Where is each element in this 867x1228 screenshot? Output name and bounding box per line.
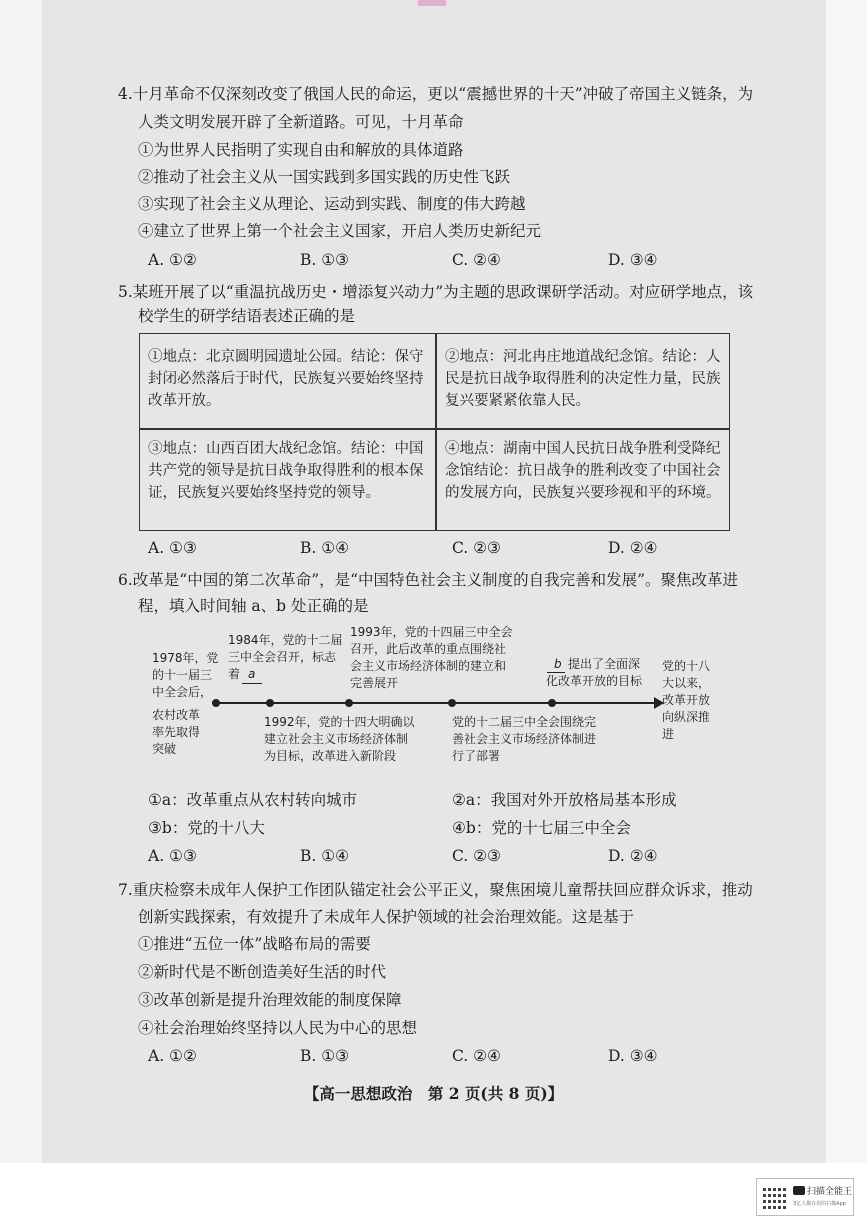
q7-statement-2: ②新时代是不断创造美好生活的时代 xyxy=(138,963,387,981)
q5-stem-line1: 5.某班开展了以“重温抗战历史・增添复兴动力”为主题的思政课研学活动。对应研学地点，该 xyxy=(118,283,754,301)
tl-1992-line2: 建立社会主义市场经济体制 xyxy=(264,732,409,746)
q4-option-d[interactable]: D. ③④ xyxy=(608,251,658,269)
tl-12th-line2: 善社会主义市场经济体制进 xyxy=(452,732,597,746)
q4-stem-line2: 人类文明发展开辟了全新道路。可见，十月革命 xyxy=(138,113,464,131)
q7-option-c[interactable]: C. ②④ xyxy=(452,1047,501,1065)
q7-stem-line1: 7.重庆检察未成年人保护工作团队锚定社会公平正义，聚焦困境儿童帮扶回应群众诉求，推动 xyxy=(118,881,753,899)
tl-1978-line1: 1978年，党 xyxy=(152,651,219,665)
q5-cell-4: ④地点：湖南中国人民抗日战争胜利受降纪念馆结论：抗日战争的胜利改变了中国社会的发展方向，民族复兴要珍视和平的环境。 xyxy=(445,441,721,501)
tl-1978-line3: 中全会后， xyxy=(152,685,213,699)
q5-option-a[interactable]: A. ①③ xyxy=(148,539,197,557)
q5-stem-line2: 校学生的研学结语表述正确的是 xyxy=(138,307,356,325)
page-footer: 【高一思想政治 第 2 页(共 8 页)】 xyxy=(303,1084,564,1103)
tl-1993-line2: 召开，此后改革的重点围绕社 xyxy=(350,642,507,656)
tl-1978-line6: 突破 xyxy=(152,742,177,756)
tl-blank-b: b xyxy=(554,657,562,671)
q6-option-d[interactable]: D. ②④ xyxy=(608,847,658,865)
badge-title: 扫描全能王 xyxy=(807,1187,853,1197)
q6-statement-3: ③b：党的十八大 xyxy=(148,819,265,837)
scan-top-mark xyxy=(418,0,446,6)
tl-b-line2: 化改革开放的目标 xyxy=(546,674,643,688)
q5-cell-2: ②地点：河北冉庄地道战纪念馆。结论：人民是抗日战争取得胜利的决定性力量，民族复兴要紧紧依靠人民。 xyxy=(445,349,721,409)
timeline-axis xyxy=(212,702,656,704)
scan-right-margin xyxy=(826,0,867,1163)
tl-18-line1: 党的十八 xyxy=(662,659,711,673)
q4-stem-line1: 4.十月革命不仅深刻改变了俄国人民的命运，更以“震撼世界的十天”冲破了帝国主义链条，为 xyxy=(118,85,754,103)
q7-option-b[interactable]: B. ①③ xyxy=(300,1047,350,1065)
q6-option-a[interactable]: A. ①③ xyxy=(148,847,197,865)
tl-1978-line5: 率先取得 xyxy=(152,725,201,739)
table-divider-vertical xyxy=(435,334,437,530)
q6-stem-line1: 6.改革是“中国的第二次革命”，是“中国特色社会主义制度的自我完善和发展”。聚焦改革进 xyxy=(118,571,738,589)
tl-1984-line2: 三中全会召开，标志 xyxy=(228,650,337,664)
tl-1993-line3: 会主义市场经济体制的建立和 xyxy=(350,659,507,673)
tl-1993-line1: 1993年，党的十四届三中全会 xyxy=(350,625,513,639)
tl-1984-line3: 着 xyxy=(228,667,241,681)
q7-stem-line2: 创新实践探索，有效提升了未成年人保护领域的社会治理效能。这是基于 xyxy=(138,908,635,926)
q5-table xyxy=(139,333,730,531)
q7-statement-3: ③改革创新是提升治理效能的制度保障 xyxy=(138,991,402,1009)
timeline-node-1993 xyxy=(345,699,353,707)
tl-18-line5: 进 xyxy=(662,727,675,741)
q7-option-d[interactable]: D. ③④ xyxy=(608,1047,658,1065)
tl-18-line4: 向纵深推 xyxy=(662,710,711,724)
scan-left-margin xyxy=(0,0,42,1163)
q6-statement-1: ①a：改革重点从农村转向城市 xyxy=(148,791,358,809)
q6-option-c[interactable]: C. ②③ xyxy=(452,847,501,865)
q6-option-b[interactable]: B. ①④ xyxy=(300,847,350,865)
q4-option-b[interactable]: B. ①③ xyxy=(300,251,350,269)
q5-cell-1: ①地点：北京圆明园遗址公园。结论：保守封闭必然落后于时代，民族复兴要始终坚持改革开放。 xyxy=(148,349,424,409)
q7-option-a[interactable]: A. ①② xyxy=(148,1047,197,1065)
q7-statement-4: ④社会治理始终坚持以人民为中心的思想 xyxy=(138,1019,418,1037)
q6-statement-4: ④b：党的十七届三中全会 xyxy=(452,819,631,837)
tl-18-line2: 大以来， xyxy=(662,676,711,690)
qr-code-pattern xyxy=(763,1185,787,1209)
tl-1984-line1: 1984年，党的十二届 xyxy=(228,633,343,647)
tl-1992-line1: 1992年，党的十四大明确以 xyxy=(264,715,415,729)
tl-12th-line1: 党的十二届三中全会围绕完 xyxy=(452,715,597,729)
scanner-logo-icon xyxy=(793,1186,805,1195)
tl-18-line3: 改革开放 xyxy=(662,693,711,707)
q5-option-b[interactable]: B. ①④ xyxy=(300,539,350,557)
tl-12th-line3: 行了部署 xyxy=(452,749,501,763)
tl-1978-line2: 的十一届三 xyxy=(152,668,213,682)
tl-blank-a-underline xyxy=(242,683,262,684)
q4-statement-1: ①为世界人民指明了实现自由和解放的具体道路 xyxy=(138,141,464,159)
tl-1978-line4: 农村改革 xyxy=(152,708,201,722)
timeline-node-12th xyxy=(448,699,456,707)
q4-statement-2: ②推动了社会主义从一国实践到多国实践的历史性飞跃 xyxy=(138,168,511,186)
tl-1992-line3: 为目标，改革进入新阶段 xyxy=(264,749,397,763)
timeline-node-b xyxy=(548,699,556,707)
q5-cell-3: ③地点：山西百团大战纪念馆。结论：中国共产党的领导是抗日战争取得胜利的根本保证，民族复兴要始终坚持党的领导。 xyxy=(148,441,424,501)
q4-statement-4: ④建立了世界上第一个社会主义国家，开启人类历史新纪元 xyxy=(138,222,542,240)
q5-option-d[interactable]: D. ②④ xyxy=(608,539,658,557)
q5-option-c[interactable]: C. ②③ xyxy=(452,539,501,557)
badge-subtitle: 3亿人都在用的扫描App xyxy=(793,1201,846,1207)
tl-b-line1: 提出了全面深 xyxy=(568,657,641,671)
timeline-node-1984 xyxy=(266,699,274,707)
tl-1993-line4: 完善展开 xyxy=(350,676,399,690)
timeline-node-1978 xyxy=(212,699,220,707)
q4-option-c[interactable]: C. ②④ xyxy=(452,251,501,269)
q6-stem-line2: 程，填入时间轴 a、b 处正确的是 xyxy=(138,597,369,615)
q4-option-a[interactable]: A. ①② xyxy=(148,251,197,269)
scanner-watermark-badge xyxy=(756,1178,854,1216)
q6-statement-2: ②a：我国对外开放格局基本形成 xyxy=(452,791,677,809)
q4-statement-3: ③实现了社会主义从理论、运动到实践、制度的伟大跨越 xyxy=(138,195,526,213)
tl-blank-a: a xyxy=(248,667,256,681)
q7-statement-1: ①推进“五位一体”战略布局的需要 xyxy=(138,935,371,953)
table-divider-horizontal xyxy=(140,428,729,430)
